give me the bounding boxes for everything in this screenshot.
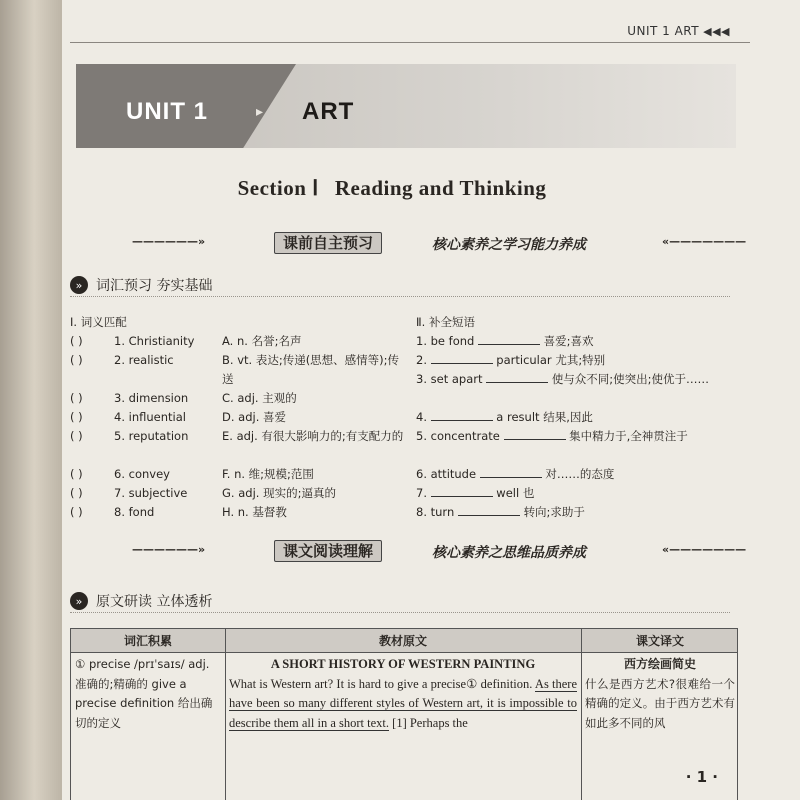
phrase-pre: 7. bbox=[416, 486, 427, 500]
vocab-def: H. n. 基督教 bbox=[222, 505, 287, 519]
list-item bbox=[416, 332, 756, 351]
phrase-post: well 也 bbox=[496, 486, 535, 500]
phrase-pre: 5. concentrate bbox=[416, 429, 500, 443]
list-item bbox=[70, 427, 410, 465]
vocab-word: 1. Christianity bbox=[114, 334, 195, 348]
band-left-arrows-icon: ——————» bbox=[132, 235, 206, 248]
list-item bbox=[416, 465, 756, 484]
subhead-rule bbox=[70, 296, 730, 297]
table-header bbox=[71, 629, 737, 653]
translation-paragraph: 什么是西方艺术?很难给一个精确的定义。由于西方艺术有如此多不同的风 bbox=[585, 676, 735, 730]
phrase-pre: 2. bbox=[416, 353, 427, 367]
subhead-text: 词汇预习 夯实基础 bbox=[96, 278, 213, 294]
unit-banner bbox=[76, 64, 736, 148]
vocab-cell bbox=[71, 655, 225, 733]
phrase-pre: 1. be fond bbox=[416, 334, 475, 348]
subhead-reading bbox=[70, 590, 212, 612]
list-item bbox=[70, 351, 410, 389]
vocab-word: 3. dimension bbox=[114, 391, 189, 405]
phrase-post: 转向;求助于 bbox=[523, 505, 585, 519]
phrase-title: Ⅱ. 补全短语 bbox=[416, 315, 475, 329]
subhead-rule bbox=[70, 612, 730, 613]
phrase-post: particular 尤其;特别 bbox=[496, 353, 606, 367]
band-preview bbox=[132, 232, 747, 256]
band-reading bbox=[132, 540, 747, 564]
unit-label: UNIT 1 bbox=[126, 98, 209, 125]
answer-blank[interactable]: ( ) bbox=[70, 486, 83, 500]
fill-blank[interactable] bbox=[478, 333, 540, 345]
list-item bbox=[416, 503, 756, 522]
text-underlined: As there have been so many different styles of Western art, it is impossible to describe them all in a short text. bbox=[229, 676, 578, 730]
answer-blank[interactable]: ( ) bbox=[70, 505, 83, 519]
answer-blank[interactable]: ( ) bbox=[70, 410, 83, 424]
phrase-pre: 8. turn bbox=[416, 505, 455, 519]
vocab-word: 2. realistic bbox=[114, 353, 174, 367]
section-name: Reading and Thinking bbox=[334, 176, 547, 200]
fill-blank[interactable] bbox=[431, 352, 493, 364]
page-number: · 1 · bbox=[685, 768, 718, 786]
chevron-right-icon: ▸ bbox=[256, 104, 264, 120]
section-numeral: Ⅰ bbox=[312, 176, 319, 200]
text-cell bbox=[225, 655, 581, 733]
list-item bbox=[416, 351, 756, 370]
list-item bbox=[416, 427, 756, 465]
header-translation: 课文译文 bbox=[635, 634, 684, 648]
band-right-arrows-icon: «——————— bbox=[662, 543, 747, 556]
translation-title: 西方绘画简史 bbox=[623, 657, 696, 671]
answer-blank[interactable]: ( ) bbox=[70, 467, 83, 481]
phrase-pre: 3. set apart bbox=[416, 372, 483, 386]
page bbox=[62, 0, 800, 800]
text-title: A SHORT HISTORY OF WESTERN PAINTING bbox=[270, 657, 536, 671]
phrase-post: 对……的态度 bbox=[545, 467, 615, 481]
translation-cell bbox=[581, 655, 739, 733]
running-head-text: UNIT 1 ART bbox=[627, 24, 700, 38]
matching-exercise bbox=[70, 312, 410, 522]
subhead-vocab bbox=[70, 274, 212, 296]
unit-name: ART bbox=[302, 98, 355, 125]
vocab-def: C. adj. 主观的 bbox=[222, 391, 297, 405]
list-item bbox=[70, 484, 410, 503]
list-item bbox=[70, 389, 410, 408]
vocab-word: 6. convey bbox=[114, 467, 170, 481]
band-left-arrows-icon: ——————» bbox=[132, 543, 206, 556]
vocab-word: 4. influential bbox=[114, 410, 186, 424]
phrase-exercise bbox=[416, 312, 756, 522]
text-sentence: What is Western art? It is hard to give a precise① definition. bbox=[229, 676, 533, 691]
phrase-post: 使与众不同;使突出;使优于…… bbox=[551, 372, 710, 386]
running-head-arrows-icon: ◀◀◀ bbox=[703, 25, 730, 38]
phrase-post: 喜爱;喜欢 bbox=[543, 334, 594, 348]
book-spine bbox=[0, 0, 62, 800]
vocab-note: ① precise /prɪˈsaɪs/ adj. 准确的;精确的 give a precise definition 给出确切的定义 bbox=[75, 657, 213, 730]
header-vocab: 词汇积累 bbox=[123, 634, 172, 648]
vocab-def: B. vt. 表达;传递(思想、感情等);传送 bbox=[222, 353, 400, 386]
reading-table bbox=[70, 628, 738, 800]
subhead-text: 原文研读 立体透析 bbox=[96, 594, 213, 610]
fill-blank[interactable] bbox=[480, 466, 542, 478]
running-head bbox=[627, 24, 730, 38]
band-subtitle: 核心素养之思维品质养成 bbox=[432, 545, 586, 561]
list-item bbox=[70, 408, 410, 427]
list-item bbox=[416, 370, 756, 408]
fill-blank[interactable] bbox=[431, 409, 493, 421]
list-item bbox=[416, 484, 756, 503]
answer-blank[interactable]: ( ) bbox=[70, 334, 83, 348]
vocab-def: G. adj. 现实的;逼真的 bbox=[222, 486, 336, 500]
vocab-def: D. adj. 喜爱 bbox=[222, 410, 287, 424]
arrow-bullet-icon: » bbox=[70, 276, 88, 294]
header-rule bbox=[70, 42, 750, 43]
vocab-word: 7. subjective bbox=[114, 486, 188, 500]
answer-blank[interactable]: ( ) bbox=[70, 353, 83, 367]
fill-blank[interactable] bbox=[431, 485, 493, 497]
list-item bbox=[70, 465, 410, 484]
text-sentence: [1] Perhaps the bbox=[392, 715, 468, 730]
phrase-pre: 4. bbox=[416, 410, 427, 424]
fill-blank[interactable] bbox=[504, 428, 566, 440]
list-item bbox=[416, 408, 756, 427]
list-item bbox=[70, 332, 410, 351]
header-text: 教材原文 bbox=[378, 634, 427, 648]
band-label: 课文阅读理解 bbox=[274, 540, 382, 562]
fill-blank[interactable] bbox=[486, 371, 548, 383]
phrase-post: a result 结果,因此 bbox=[496, 410, 593, 424]
fill-blank[interactable] bbox=[458, 504, 520, 516]
section-title bbox=[62, 176, 722, 201]
band-right-arrows-icon: «——————— bbox=[662, 235, 747, 248]
vocab-word: 5. reputation bbox=[114, 429, 189, 443]
list-item bbox=[70, 503, 410, 522]
phrase-post: 集中精力于,全神贯注于 bbox=[569, 429, 688, 443]
vocab-def: F. n. 维;规模;范围 bbox=[222, 467, 314, 481]
answer-blank[interactable]: ( ) bbox=[70, 429, 83, 443]
matching-title: Ⅰ. 词义匹配 bbox=[70, 315, 127, 329]
answer-blank[interactable]: ( ) bbox=[70, 391, 83, 405]
section-prefix: Section bbox=[237, 176, 307, 200]
text-paragraph bbox=[225, 675, 581, 734]
vocab-word: 8. fond bbox=[114, 505, 155, 519]
band-label: 课前自主预习 bbox=[274, 232, 382, 254]
band-subtitle: 核心素养之学习能力养成 bbox=[432, 237, 586, 253]
arrow-bullet-icon: » bbox=[70, 592, 88, 610]
vocab-def: A. n. 名誉;名声 bbox=[222, 334, 302, 348]
phrase-pre: 6. attitude bbox=[416, 467, 477, 481]
vocab-def: E. adj. 有很大影响力的;有支配力的 bbox=[222, 429, 404, 443]
